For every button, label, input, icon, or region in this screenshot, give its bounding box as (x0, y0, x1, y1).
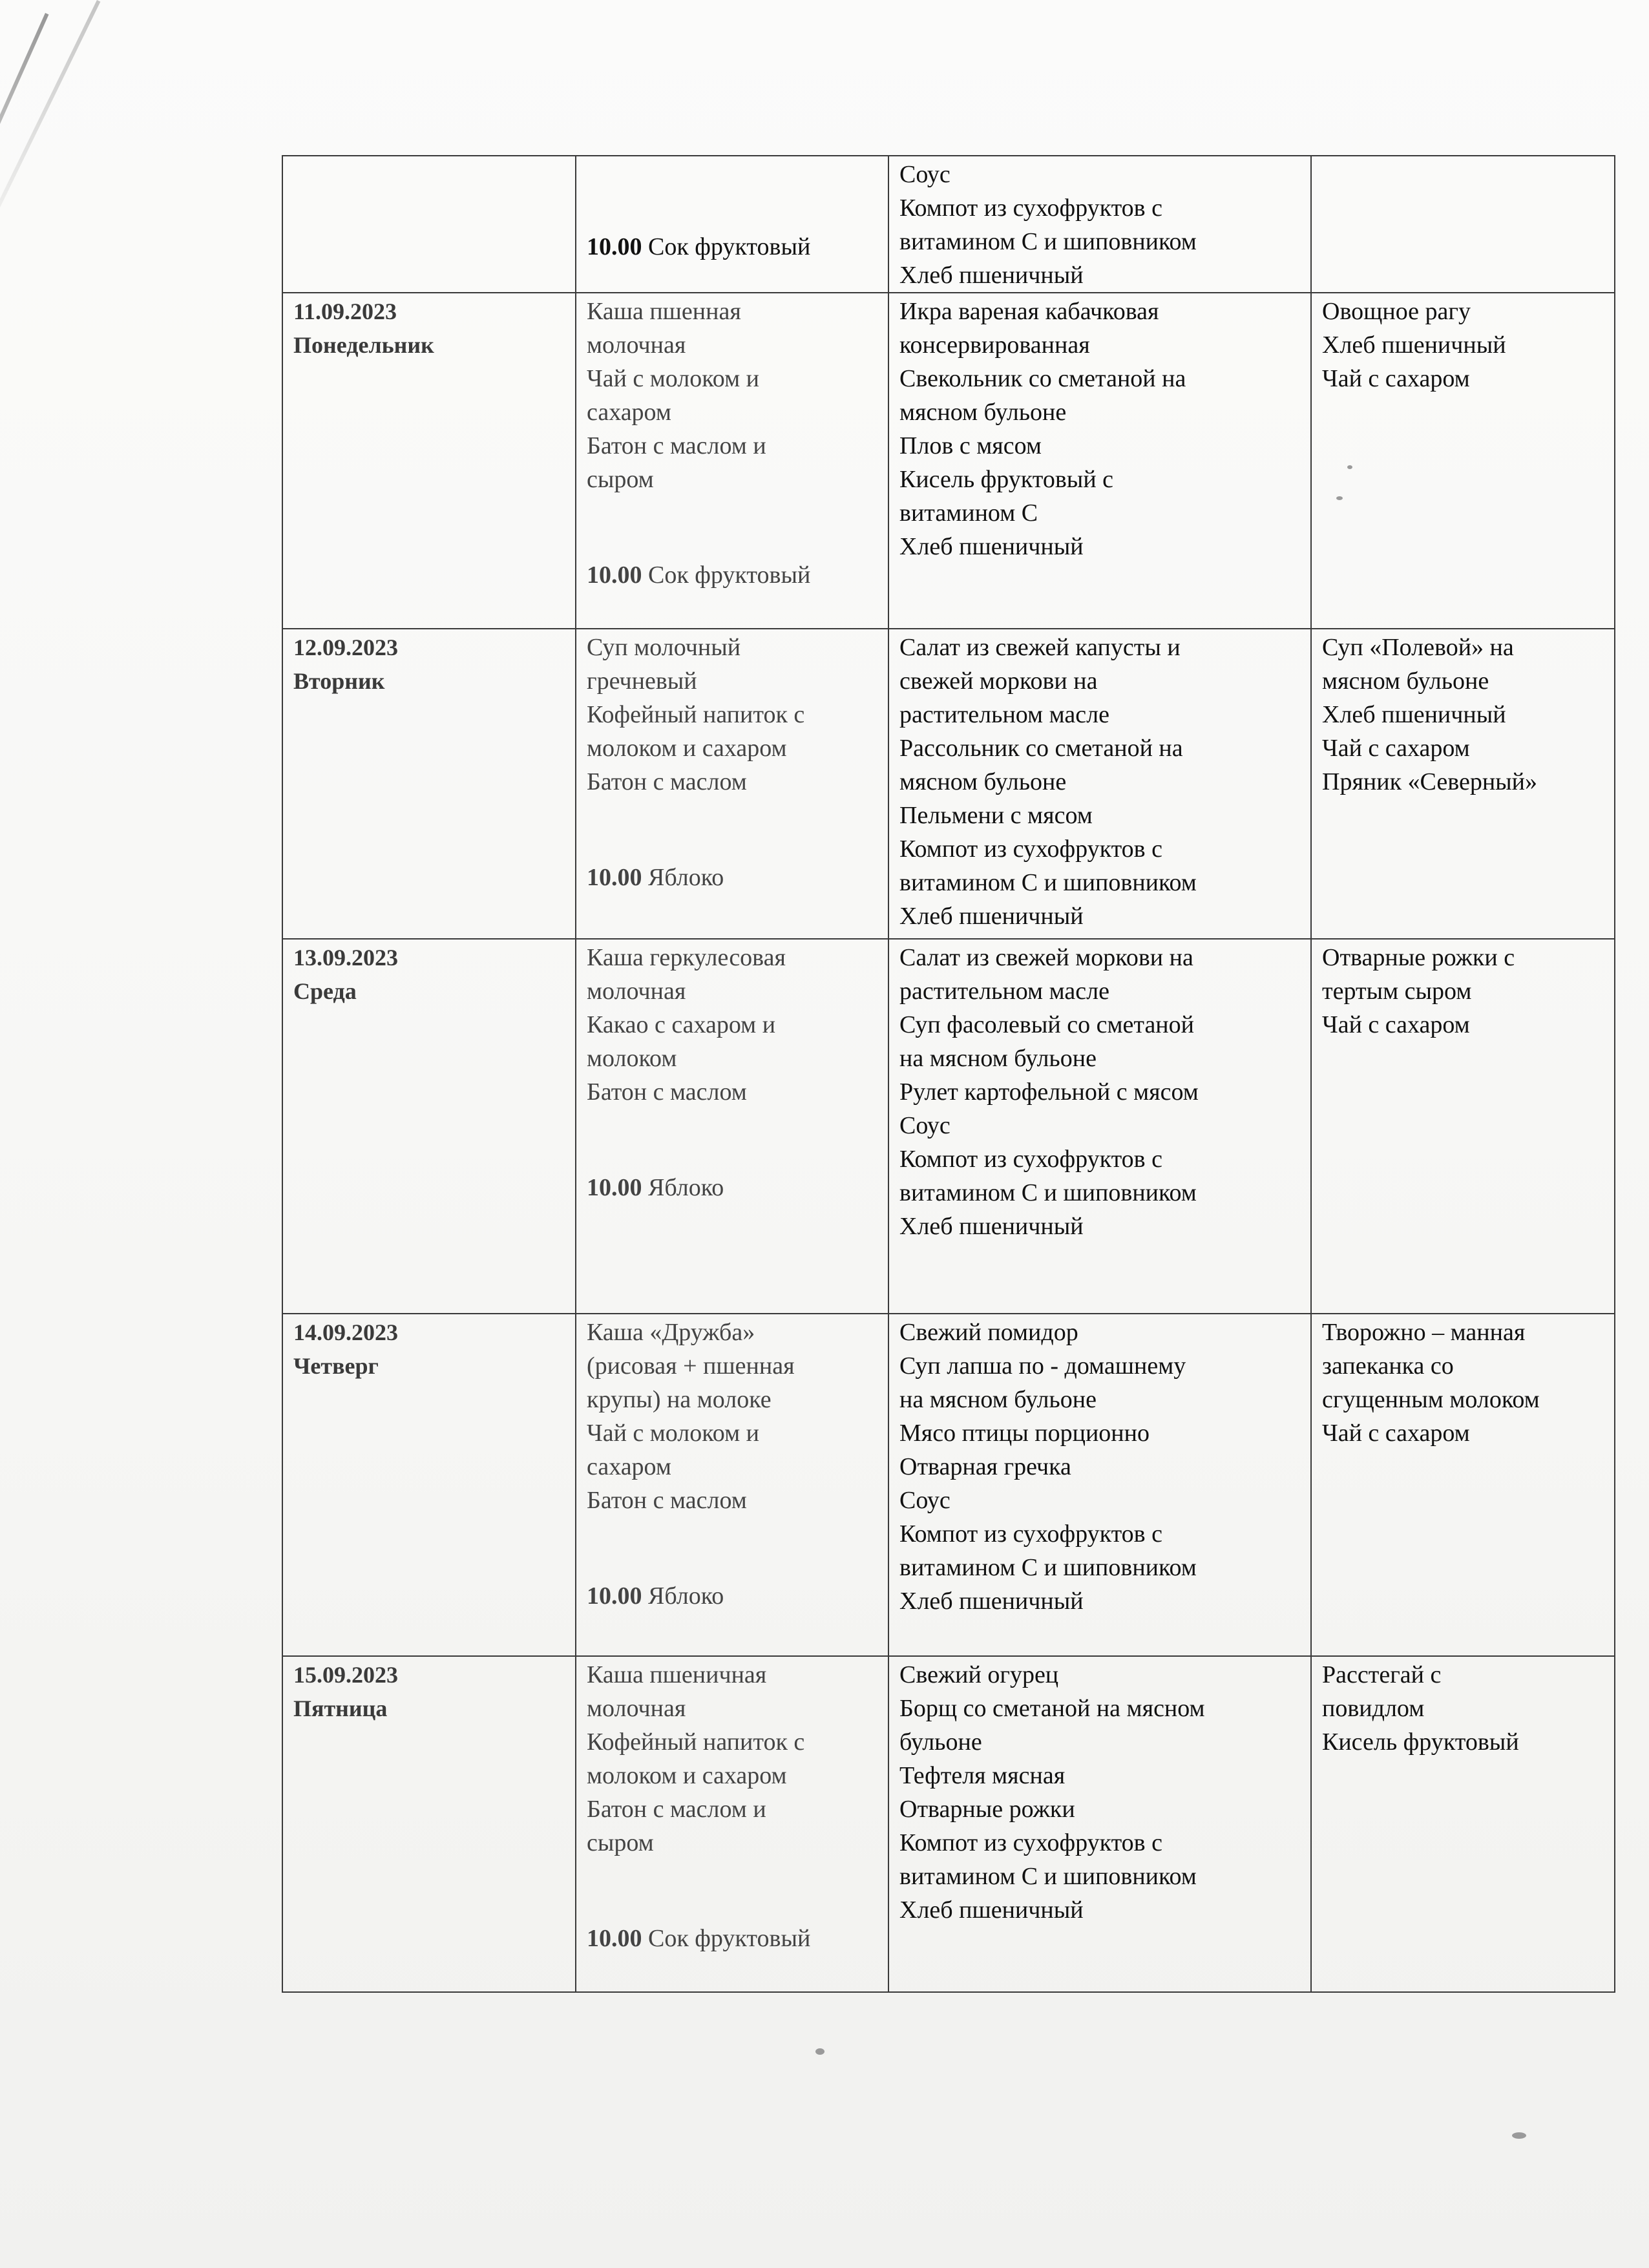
lunch-cell (888, 156, 1311, 293)
lunch-item: Компот из сухофруктов с (899, 1829, 1162, 1856)
afternoon-item: Чай с сахаром (1322, 1420, 1470, 1447)
breakfast-item: Батон с маслом (587, 1487, 747, 1514)
breakfast-item: Каша пшенная (587, 298, 741, 325)
lunch-item: Свекольник со сметаной на (899, 365, 1186, 392)
afternoon-cell (1311, 939, 1615, 1314)
afternoon-item: Чай с сахаром (1322, 735, 1470, 762)
lunch-item: Пельмени с мясом (899, 802, 1093, 829)
breakfast-item: сахаром (587, 1453, 671, 1480)
afternoon-item: Расстегай с (1322, 1661, 1442, 1688)
lunch-item: Рулет картофельной с мясом (899, 1078, 1199, 1106)
breakfast-item: Каша «Дружба» (587, 1319, 755, 1346)
lunch-item: консервированная (899, 331, 1090, 359)
table-row (282, 293, 1615, 629)
lunch-item: Суп фасолевый со сметаной (899, 1011, 1194, 1038)
lunch-item: Свежий помидор (899, 1319, 1078, 1346)
spacer (587, 1860, 877, 1922)
morning-snack (587, 230, 877, 264)
lunch-item: витамином С и шиповником (899, 1863, 1197, 1890)
breakfast-item: молоком и сахаром (587, 1762, 787, 1789)
date-cell (282, 156, 576, 293)
morning-snack (587, 1579, 877, 1613)
spacer (587, 496, 877, 558)
breakfast-cell (576, 629, 888, 939)
scan-fold-mark (0, 0, 100, 269)
weekday-label: Пятница (293, 1696, 388, 1721)
lunch-item: Хлеб пшеничный (899, 533, 1084, 560)
lunch-item: Суп лапша по - домашнему (899, 1352, 1186, 1380)
afternoon-item: Кисель фруктовый (1322, 1728, 1519, 1756)
lunch-item: Соус (899, 1112, 951, 1139)
table-row (282, 1314, 1615, 1656)
snack-time: 10.00 (587, 864, 642, 891)
snack-item: Яблоко (648, 1582, 724, 1610)
lunch-item: Хлеб пшеничный (899, 1896, 1084, 1924)
lunch-item: Компот из сухофруктов с (899, 1520, 1162, 1548)
lunch-item: растительном масле (899, 701, 1109, 728)
lunch-item: Хлеб пшеничный (899, 903, 1084, 930)
lunch-item: Хлеб пшеничный (899, 1588, 1084, 1615)
afternoon-item: Чай с сахаром (1322, 365, 1470, 392)
lunch-item: свежей моркови на (899, 667, 1098, 695)
afternoon-item: мясном бульоне (1322, 667, 1489, 695)
morning-snack (587, 558, 877, 592)
lunch-item: Плов с мясом (899, 432, 1042, 459)
table-row (282, 1656, 1615, 1992)
afternoon-cell (1311, 293, 1615, 629)
snack-time: 10.00 (587, 1925, 642, 1952)
lunch-item: Соус (899, 161, 951, 188)
lunch-item: на мясном бульоне (899, 1045, 1097, 1072)
lunch-item: Кисель фруктовый с (899, 466, 1114, 493)
table-row (282, 629, 1615, 939)
date-cell (282, 1314, 576, 1656)
lunch-cell (888, 629, 1311, 939)
breakfast-item: гречневый (587, 667, 697, 695)
breakfast-item: Батон с маслом и (587, 432, 766, 459)
lunch-item: Отварная гречка (899, 1453, 1071, 1480)
breakfast-item: молоком и сахаром (587, 735, 787, 762)
breakfast-cell (576, 939, 888, 1314)
date-label: 14.09.2023 (293, 1319, 398, 1345)
breakfast-item: сахаром (587, 399, 671, 426)
date-label: 11.09.2023 (293, 299, 397, 324)
lunch-item: Соус (899, 1487, 951, 1514)
breakfast-item: Чай с молоком и (587, 365, 759, 392)
breakfast-item: Батон с маслом и (587, 1796, 766, 1823)
afternoon-item: Чай с сахаром (1322, 1011, 1470, 1038)
lunch-item: Тефтеля мясная (899, 1762, 1066, 1789)
breakfast-cell (576, 1314, 888, 1656)
date-cell (282, 293, 576, 629)
scan-speck (815, 2048, 824, 2055)
spacer (587, 799, 877, 861)
breakfast-item: Батон с маслом (587, 768, 747, 795)
snack-time: 10.00 (587, 233, 642, 260)
lunch-item: витамином С и шиповником (899, 228, 1197, 255)
weekday-label: Четверг (293, 1353, 379, 1379)
breakfast-item: сыром (587, 1829, 654, 1856)
lunch-item: на мясном бульоне (899, 1386, 1097, 1413)
lunch-item: Мясо птицы порционно (899, 1420, 1150, 1447)
menu-table (282, 155, 1615, 1993)
lunch-item: мясном бульоне (899, 399, 1067, 426)
breakfast-item: Кофейный напиток с (587, 701, 805, 728)
breakfast-item: (рисовая + пшенная (587, 1352, 795, 1380)
afternoon-item: Творожно – манная (1322, 1319, 1526, 1346)
lunch-item: Борщ со сметаной на мясном (899, 1695, 1205, 1722)
snack-time: 10.00 (587, 1174, 642, 1201)
lunch-item: растительном масле (899, 978, 1109, 1005)
afternoon-item: Хлеб пшеничный (1322, 701, 1506, 728)
snack-item: Сок фруктовый (648, 233, 811, 260)
breakfast-item: крупы) на молоке (587, 1386, 772, 1413)
breakfast-item: Каша геркулесовая (587, 944, 786, 971)
breakfast-item: Чай с молоком и (587, 1420, 759, 1447)
lunch-cell (888, 293, 1311, 629)
afternoon-item: Суп «Полевой» на (1322, 634, 1514, 661)
table-row (282, 939, 1615, 1314)
lunch-cell (888, 939, 1311, 1314)
lunch-item: бульоне (899, 1728, 982, 1756)
breakfast-item: сыром (587, 466, 654, 493)
lunch-item: витамином С (899, 499, 1038, 527)
lunch-item: Отварные рожки (899, 1796, 1075, 1823)
afternoon-item: тертым сыром (1322, 978, 1472, 1005)
lunch-item: Рассольник со сметаной на (899, 735, 1183, 762)
breakfast-item: Каша пшеничная (587, 1661, 767, 1688)
lunch-item: Компот из сухофруктов с (899, 194, 1162, 222)
lunch-cell (888, 1656, 1311, 1992)
snack-time: 10.00 (587, 562, 642, 589)
morning-snack (587, 1171, 877, 1204)
lunch-item: Салат из свежей моркови на (899, 944, 1193, 971)
breakfast-cell (576, 293, 888, 629)
lunch-item: Компот из сухофруктов с (899, 835, 1162, 863)
lunch-item: витамином С и шиповником (899, 1554, 1197, 1581)
afternoon-item: Пряник «Северный» (1322, 768, 1538, 795)
lunch-item: Хлеб пшеничный (899, 1213, 1084, 1240)
afternoon-item: Хлеб пшеничный (1322, 331, 1506, 359)
date-cell (282, 939, 576, 1314)
lunch-item: Компот из сухофруктов с (899, 1146, 1162, 1173)
afternoon-cell (1311, 629, 1615, 939)
weekday-label: Среда (293, 978, 357, 1004)
date-label: 13.09.2023 (293, 945, 398, 971)
date-cell (282, 1656, 576, 1992)
breakfast-cell (576, 1656, 888, 1992)
morning-snack (587, 861, 877, 894)
date-label: 15.09.2023 (293, 1662, 398, 1688)
afternoon-cell (1311, 156, 1615, 293)
breakfast-item: Какао с сахаром и (587, 1011, 776, 1038)
afternoon-item: повидлом (1322, 1695, 1425, 1722)
breakfast-item: Кофейный напиток с (587, 1728, 805, 1756)
lunch-item: Салат из свежей капусты и (899, 634, 1181, 661)
scan-speck (1512, 2132, 1526, 2139)
breakfast-item: молочная (587, 1695, 686, 1722)
breakfast-item: Батон с маслом (587, 1078, 747, 1106)
table-row (282, 156, 1615, 293)
lunch-item: Хлеб пшеничный (899, 262, 1084, 289)
afternoon-item: сгущенным молоком (1322, 1386, 1540, 1413)
date-label: 12.09.2023 (293, 635, 398, 660)
afternoon-item: запеканка со (1322, 1352, 1454, 1380)
weekday-label: Понедельник (293, 332, 434, 358)
lunch-item: мясном бульоне (899, 768, 1067, 795)
snack-item: Яблоко (648, 864, 724, 891)
spacer (587, 1109, 877, 1171)
afternoon-cell (1311, 1656, 1615, 1992)
snack-item: Сок фруктовый (648, 1925, 811, 1952)
afternoon-item: Отварные рожки с (1322, 944, 1515, 971)
lunch-item: витамином С и шиповником (899, 1179, 1197, 1206)
lunch-item: Свежий огурец (899, 1661, 1059, 1688)
breakfast-item: молоком (587, 1045, 677, 1072)
lunch-item: витамином С и шиповником (899, 869, 1197, 896)
lunch-item: Икра вареная кабачковая (899, 298, 1159, 325)
morning-snack (587, 1922, 877, 1955)
spacer (587, 1517, 877, 1579)
snack-time: 10.00 (587, 1582, 642, 1610)
snack-item: Яблоко (648, 1174, 724, 1201)
weekday-label: Вторник (293, 668, 385, 694)
lunch-cell (888, 1314, 1311, 1656)
snack-item: Сок фруктовый (648, 562, 811, 589)
date-cell (282, 629, 576, 939)
breakfast-cell (576, 156, 888, 293)
breakfast-item: молочная (587, 978, 686, 1005)
breakfast-item: Суп молочный (587, 634, 741, 661)
afternoon-cell (1311, 1314, 1615, 1656)
breakfast-item: молочная (587, 331, 686, 359)
afternoon-item: Овощное рагу (1322, 298, 1471, 325)
